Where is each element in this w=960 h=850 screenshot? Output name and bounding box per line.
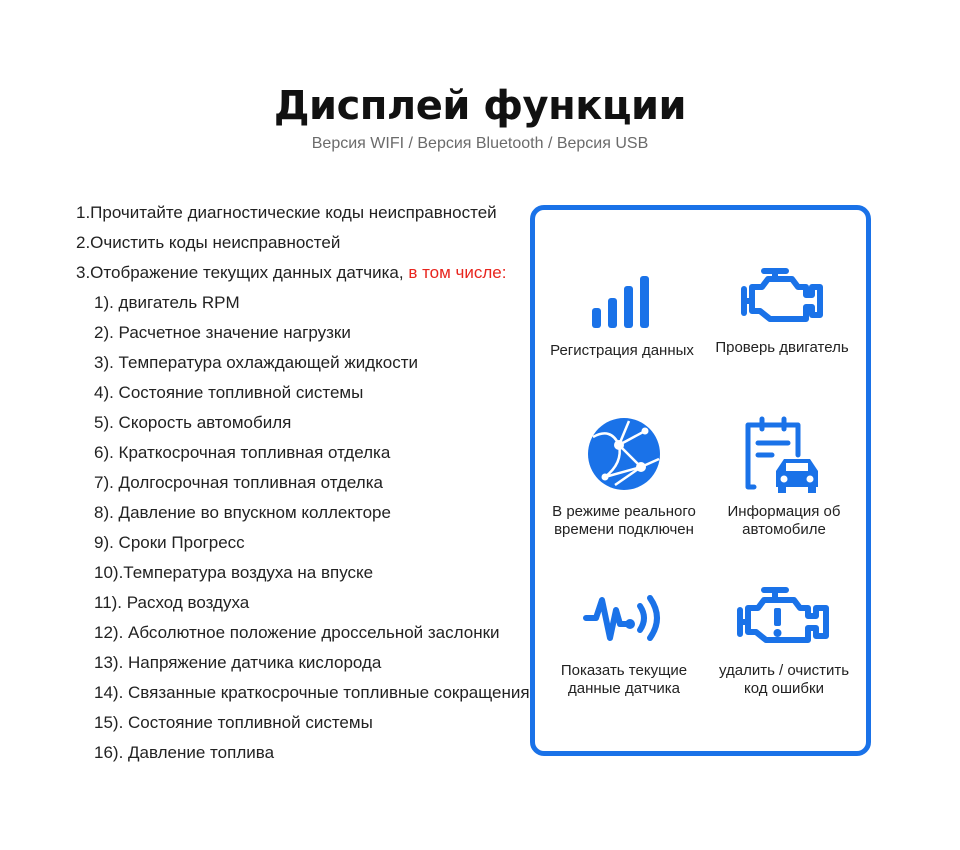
page-subtitle: Версия WIFI / Версия Bluetooth / Версия USB	[311, 135, 649, 152]
feature-real-time	[539, 415, 709, 539]
sub-list-item: 7). Долгосрочная топливная отделка	[94, 473, 383, 492]
page-title: Дисплей функции	[273, 83, 687, 129]
sub-list-item: 14). Связанные краткосрочные топливные сокращения	[94, 683, 530, 702]
feature-check-engine	[697, 267, 867, 357]
engine-warning-icon	[736, 586, 832, 652]
feature-sensor-data	[539, 588, 709, 698]
list-item	[76, 228, 530, 258]
globe-network-icon	[585, 415, 663, 493]
engine-icon	[740, 267, 824, 331]
list-item-text: 2.Очистить коды неисправностей	[76, 233, 341, 252]
bar-chart-icon	[587, 272, 657, 332]
sub-list-item: 8). Давление во впускном коллекторе	[94, 503, 391, 522]
feature-clear-code	[699, 586, 869, 698]
list-item-text: 3.Отображение текущих данных датчика,	[76, 263, 404, 282]
sub-list-item: 4). Состояние топливной системы	[94, 383, 364, 402]
list-item-text: 1.Прочитайте диагностические коды неисправностей	[76, 203, 497, 222]
features-card	[530, 205, 871, 756]
function-list	[76, 198, 530, 768]
feature-label: В режиме реального времени подключен	[552, 503, 696, 538]
sensor-wave-icon	[582, 588, 666, 648]
sub-list-item: 6). Краткосрочная топливная отделка	[94, 443, 391, 462]
sub-list-item: 9). Сроки Прогресс	[94, 533, 245, 552]
feature-label: Регистрация данных	[550, 342, 694, 359]
feature-label: Информация об автомобиле	[727, 503, 841, 538]
sub-list-item: 13). Напряжение датчика кислорода	[94, 653, 382, 672]
feature-data-logging	[537, 272, 707, 360]
feature-label: удалить / очистить код ошибки	[718, 662, 850, 697]
sub-list-item: 2). Расчетное значение нагрузки	[94, 323, 351, 342]
car-document-icon	[742, 415, 826, 493]
sub-list-item: 10).Температура воздуха на впуске	[94, 563, 374, 582]
highlight-text: в том числе:	[403, 263, 507, 282]
sub-list-item: 15). Состояние топливной системы	[94, 713, 373, 732]
sub-list-item: 16). Давление топлива	[94, 743, 275, 762]
sub-list-item: 5). Скорость автомобиля	[94, 413, 292, 432]
feature-label: Проверь двигатель	[715, 339, 849, 356]
list-item	[76, 198, 530, 228]
sub-list-item: 1). двигатель RPM	[94, 293, 240, 312]
sub-list-item: 11). Расход воздуха	[94, 593, 250, 612]
sub-list-item: 12). Абсолютное положение дроссельной заслонки	[94, 623, 500, 642]
sub-list-item: 3). Температура охлаждающей жидкости	[94, 353, 419, 372]
feature-label: Показать текущие данные датчика	[560, 662, 688, 697]
feature-vehicle-info	[699, 415, 869, 539]
list-item	[76, 258, 530, 288]
